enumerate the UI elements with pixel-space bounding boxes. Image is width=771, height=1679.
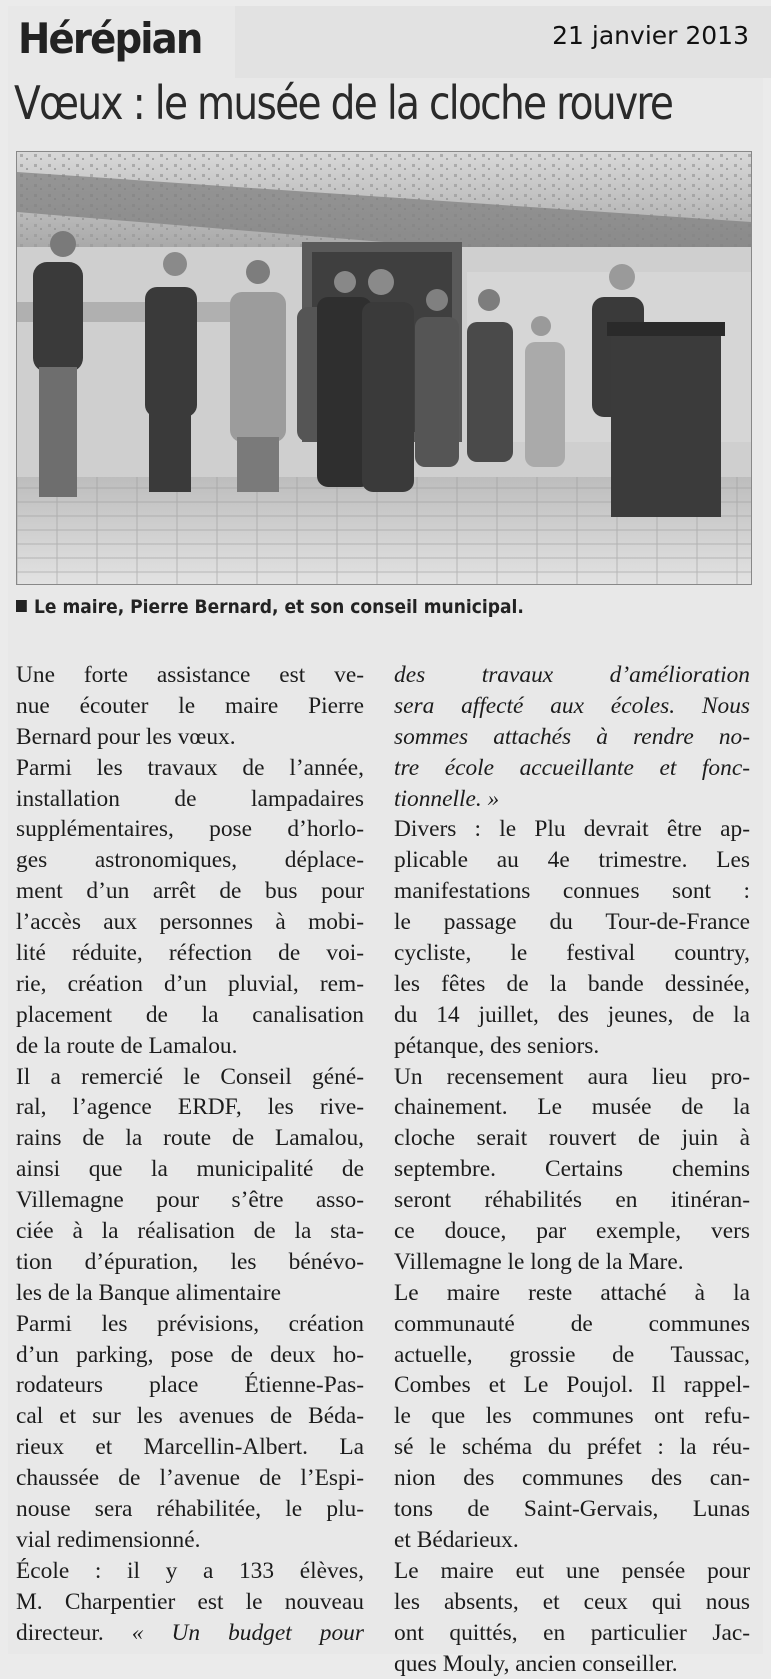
article-line: tion d’épuration, les bénévo- <box>16 1247 364 1278</box>
article-line: Le maire eut une pensée pour <box>394 1556 750 1587</box>
article-line: des travaux d’amélioration <box>394 660 750 691</box>
article-line: rieux et Marcellin-Albert. La <box>16 1432 364 1463</box>
article-line: manifestations connues sont : <box>394 876 750 907</box>
article-column-right <box>394 660 750 1679</box>
article-line: sera affecté aux écoles. Nous <box>394 691 750 722</box>
article-line: ciée à la réalisation de la sta- <box>16 1216 364 1247</box>
article-line: Une forte assistance est ve- <box>16 660 364 691</box>
article-line: rie, création d’un pluvial, rem- <box>16 969 364 1000</box>
article-line: actuelle, grossie de Taussac, <box>394 1340 750 1371</box>
article-line: supplémentaires, pose d’horlo- <box>16 814 364 845</box>
article-line: nue écouter le maire Pierre <box>16 691 364 722</box>
article-line: de la route de Lamalou. <box>16 1031 364 1062</box>
article-line: installation de lampadaires <box>16 784 364 815</box>
article-line: pétanque, des seniors. <box>394 1031 750 1062</box>
article-line: Divers : le Plu devrait être ap- <box>394 814 750 845</box>
article-line: ainsi que la municipalité de <box>16 1154 364 1185</box>
article-line: sommes attachés à rendre no- <box>394 722 750 753</box>
publication-date: 21 janvier 2013 <box>552 21 749 50</box>
article-line: vial redimensionné. <box>16 1525 364 1556</box>
article-line: Il a remercié le Conseil géné- <box>16 1062 364 1093</box>
article-line: ce douce, par exemple, vers <box>394 1216 750 1247</box>
article-line: les absents, et ceux qui nous <box>394 1587 750 1618</box>
article-line: communauté de communes <box>394 1309 750 1340</box>
article-photo <box>16 151 752 585</box>
article-line: rodateurs place Étienne-Pas- <box>16 1370 364 1401</box>
article-line: seront réhabilités en itinéran- <box>394 1185 750 1216</box>
article-line: cycliste, le festival country, <box>394 938 750 969</box>
article-line: du 14 juillet, des jeunes, de la <box>394 1000 750 1031</box>
article-line: Parmi les prévisions, création <box>16 1309 364 1340</box>
article-line: Un recensement aura lieu pro- <box>394 1062 750 1093</box>
article-line: chaussée de l’avenue de l’Espi- <box>16 1463 364 1494</box>
article-line: le passage du Tour-de-France <box>394 907 750 938</box>
article-line: ques Mouly, ancien conseiller. <box>394 1649 750 1679</box>
article-line: chainement. Le musée de la <box>394 1092 750 1123</box>
article-line: Villemagne pour s’être asso- <box>16 1185 364 1216</box>
article-line: ment d’un arrêt de bus pour <box>16 876 364 907</box>
article-line: Parmi les travaux de l’année, <box>16 753 364 784</box>
caption-bullet-icon <box>16 600 27 612</box>
article-line: et Bédarieux. <box>394 1525 750 1556</box>
article-line: ges astronomiques, déplace- <box>16 845 364 876</box>
article-line: tionnelle. » <box>394 784 750 815</box>
article-line: les de la Banque alimentaire <box>16 1278 364 1309</box>
article-line: Villemagne le long de la Mare. <box>394 1247 750 1278</box>
article-column-left <box>16 660 364 1649</box>
article-line: le que les communes ont refu- <box>394 1401 750 1432</box>
article-line: ral, l’agence ERDF, les rive- <box>16 1092 364 1123</box>
article-line: ont quittés, en particulier Jac- <box>394 1618 750 1649</box>
article-line: l’accès aux personnes à mobi- <box>16 907 364 938</box>
photo-caption <box>16 596 524 618</box>
article-line: nion des communes des can- <box>394 1463 750 1494</box>
article-line: Combes et Le Poujol. Il rappel- <box>394 1370 750 1401</box>
article-line: M. Charpentier est le nouveau <box>16 1587 364 1618</box>
article-headline: Vœux : le musée de la cloche rouvre <box>14 76 672 130</box>
photo-illustration <box>17 152 751 584</box>
date-band <box>235 6 771 78</box>
article-line: tre école accueillante et fonc- <box>394 753 750 784</box>
article-line: lité réduite, réfection de voi- <box>16 938 364 969</box>
town-kicker: Hérépian <box>18 14 202 63</box>
article-line: Le maire reste attaché à la <box>394 1278 750 1309</box>
article-line: tons de Saint-Gervais, Lunas <box>394 1494 750 1525</box>
article-line: École : il y a 133 élèves, <box>16 1556 364 1587</box>
article-line: Bernard pour les vœux. <box>16 722 364 753</box>
article-line: les fêtes de la bande dessinée, <box>394 969 750 1000</box>
article-line: septembre. Certains chemins <box>394 1154 750 1185</box>
photo-caption-text: Le maire, Pierre Bernard, et son conseil municipal. <box>34 596 524 618</box>
article-line: cloche serait rouvert de juin à <box>394 1123 750 1154</box>
article-line: sé le schéma du préfet : la réu- <box>394 1432 750 1463</box>
article-line: nouse sera réhabilitée, le plu- <box>16 1494 364 1525</box>
article-line: cal et sur les avenues de Béda- <box>16 1401 364 1432</box>
article-line: rains de la route de Lamalou, <box>16 1123 364 1154</box>
article-line: d’un parking, pose de deux ho- <box>16 1340 364 1371</box>
article-line: placement de la canalisation <box>16 1000 364 1031</box>
article-line: directeur. « Un budget pour <box>16 1618 364 1649</box>
article-line: plicable au 4e trimestre. Les <box>394 845 750 876</box>
